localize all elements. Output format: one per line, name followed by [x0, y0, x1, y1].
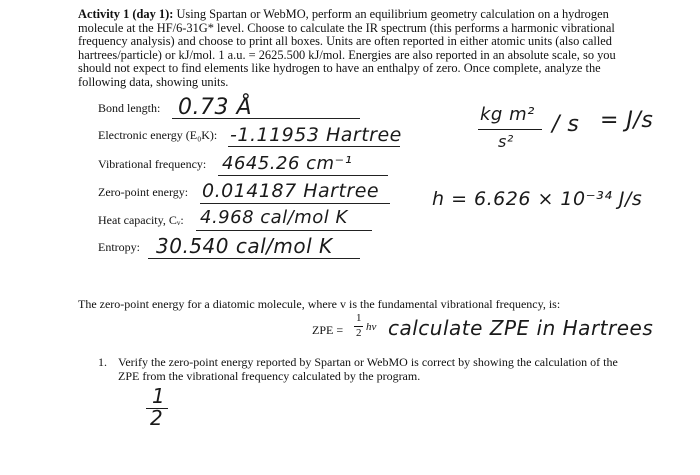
planck-constant-note: h = 6.626 × 10⁻³⁴ J/s	[432, 188, 643, 210]
question-1	[98, 355, 638, 383]
zpe-formula-denominator: 2	[356, 327, 362, 339]
units-per-second-note: / s	[552, 112, 580, 137]
electronic-energy-label: Electronic energy (E₀K):	[98, 128, 218, 142]
zero-point-energy-answer: 0.014187 Hartree	[202, 180, 380, 202]
electronic-energy-underline	[228, 146, 400, 147]
bond-length-label: Bond length:	[98, 101, 161, 115]
zero-point-energy-label: Zero-point energy:	[98, 185, 189, 199]
activity-heading: Activity 1 (day 1):	[78, 7, 174, 21]
question-number: 1.	[98, 355, 107, 369]
bond-length-answer: 0.73 Å	[178, 95, 253, 120]
zpe-formula-rhs: hν	[366, 321, 377, 333]
activity-body: Using Spartan or WebMO, perform an equilibrium geometry calculation on a hydrogen molecule at the HF/6-31G* level. Choose to calculate the IR spectrum (this performs a harmonic vibrational frequency analysis) and choose to print all boxes. Units are often reported in either atomic units (also called hartrees/particle) or kJ/mol. 1 a.u. = 2625.500 kJ/mol. Energies are also reported in an absolute scale, so you should not expect to find elements like hydrogen to have an enthalpy of zero. Once complete, analyze the following data, showing units.	[78, 7, 616, 89]
heat-capacity-label: Heat capacity, Cᵥ:	[98, 213, 184, 227]
vibrational-frequency-underline	[218, 175, 388, 176]
entropy-answer: 30.540 cal/mol K	[156, 234, 333, 258]
half-numerator-note: 1	[152, 384, 166, 408]
heat-capacity-underline	[196, 230, 372, 231]
question-text: Verify the zero-point energy reported by Spartan or WebMO is correct by showing the calculation of the ZPE from the vibrational frequency calculated by the program.	[118, 355, 618, 383]
zpe-formula-lhs: ZPE =	[312, 323, 344, 337]
units-denominator-note: s²	[498, 132, 514, 151]
heat-capacity-answer: 4.968 cal/mol K	[200, 207, 348, 228]
half-denominator-note: 2	[150, 406, 164, 430]
zpe-formula-numerator: 1	[356, 312, 362, 324]
units-fraction-bar	[478, 129, 542, 130]
entropy-label: Entropy:	[98, 240, 140, 254]
vibrational-frequency-label: Vibrational frequency:	[98, 157, 207, 171]
entropy-underline	[148, 258, 360, 259]
zpe-hartree-note: calculate ZPE in Hartrees	[388, 316, 654, 340]
units-numerator-note: kg m²	[480, 104, 535, 125]
units-result-note: = J/s	[600, 108, 654, 133]
activity-instructions	[78, 8, 628, 90]
zpe-statement: The zero-point energy for a diatomic molecule, where v is the fundamental vibrational frequency, is:	[78, 297, 561, 311]
vibrational-frequency-answer: 4645.26 cm⁻¹	[222, 153, 353, 174]
electronic-energy-answer: -1.11953 Hartree	[230, 124, 402, 146]
zero-point-energy-underline	[200, 203, 390, 204]
